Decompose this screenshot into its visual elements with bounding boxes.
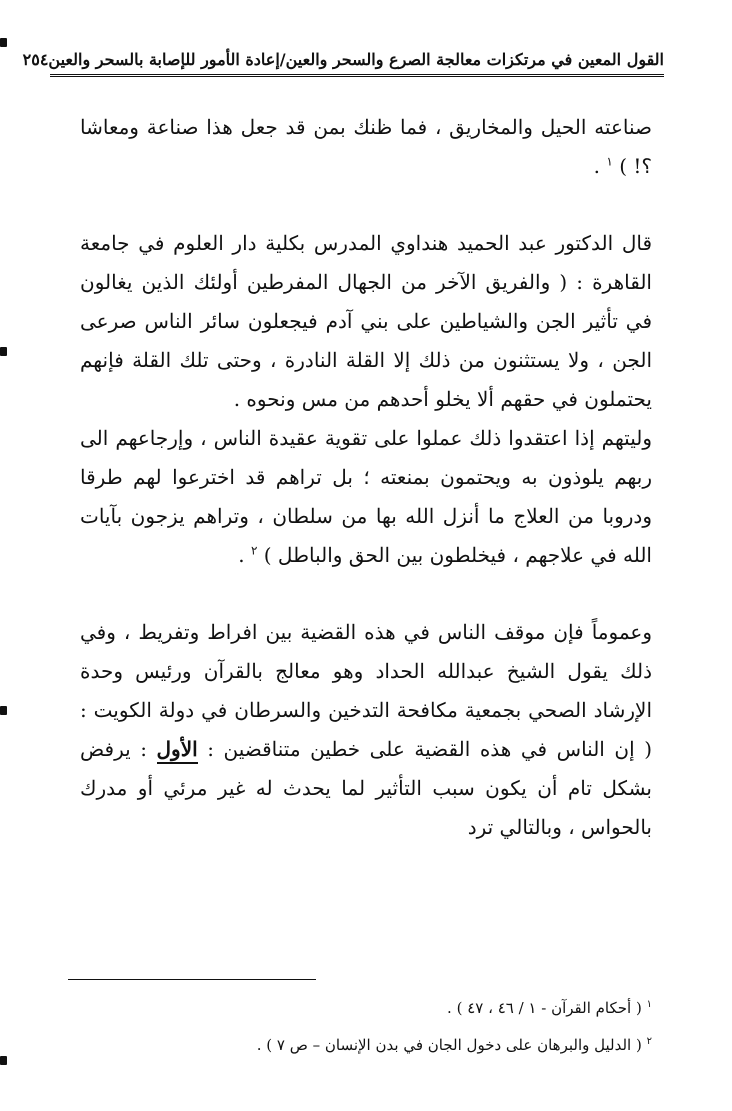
binding-mark (0, 1056, 7, 1065)
binding-mark (0, 347, 7, 356)
running-header (22, 44, 664, 74)
paragraph-3-end: . (238, 543, 251, 567)
binding-mark (0, 38, 7, 47)
footnotes (60, 988, 652, 1062)
header-rule (50, 74, 664, 79)
page-number: ٢٥٤ (22, 49, 49, 69)
footnote-2-number: ٢ (646, 1036, 652, 1047)
footnote-1-number: ١ (646, 999, 652, 1010)
paragraph-1-text: صناعته الحيل والمخاريق ، فما ظنك بمن قد جعل هذا صناعة ومعاشا ؟! ) (80, 115, 652, 178)
footnote-ref-2[interactable]: ٢ (250, 543, 258, 558)
footnote-2 (60, 1025, 652, 1062)
paragraph-2: قال الدكتور عبد الحميد هنداوي المدرس بكلية دار العلوم في جامعة القاهرة : ( والفريق الآخر من الجهال المفرطين أولئك الذين يغالون في تأثير الجن والشياطين على بني آدم فيجعلون سائر الناس صرعى الجن ، ولا يستثنون من ذلك إلا القلة النادرة ، وحتى تلك القلة فإنهم يحتملون في حقهم ألا يخلو أحدهم من مس ونحوه . (80, 231, 653, 411)
paragraph-3-text: وليتهم إذا اعتقدوا ذلك عملوا على تقوية عقيدة الناس ، وإرجاعهم الى ربهم يلوذون به ويحتمون بمنعته ؛ بل تراهم قد اخترعوا لهم طرقا ودروبا من العلاج ما أنزل الله بها من سلطان ، وتراهم يزجون بآيات الله في علاجهم ، فيخلطون بين الحق والباطل ) (80, 426, 652, 567)
paragraph-3 (80, 419, 652, 575)
paragraph-gap (80, 575, 652, 613)
header-title: القول المعين في مرتكزات معالجة الصرع والسحر والعين/إعادة الأمور للإصابة بالسحر والعين (48, 49, 664, 69)
footnote-1-text: ( أحكام القرآن - ١ / ٤٦ ، ٤٧ ) . (447, 999, 642, 1017)
body-text (80, 108, 652, 847)
footnote-ref-1[interactable]: ١ (606, 154, 613, 169)
paragraph-4 (80, 613, 652, 847)
paragraph-gap (80, 186, 652, 224)
binding-mark (0, 706, 7, 715)
footnote-2-text: ( الدليل والبرهان على دخول الجان في بدن الإنسان – ص ٧ ) . (256, 1036, 642, 1054)
keyword-first: الأول (157, 737, 198, 764)
footnote-1 (60, 988, 652, 1025)
footnote-rule (68, 979, 316, 980)
paragraph-1 (80, 108, 652, 186)
paragraph-4-after: : يرفض بشكل تام أن يكون سبب التأثير لما يحدث له غير مرئي أو مدرك بالحواس ، وبالتالي ترد (80, 737, 652, 839)
paragraph-4-before: وعموماً فإن موقف الناس في هذه القضية بين افراط وتفريط ، وفي ذلك يقول الشيخ عبدالله الحداد وهو معالج بالقرآن ورئيس وحدة الإرشاد الصحي بجمعية مكافحة التدخين والسرطان في دولة الكويت : ( إن الناس في هذه القضية على خطين متناقضين : (80, 620, 652, 761)
paragraph-1-end: . (593, 154, 607, 178)
